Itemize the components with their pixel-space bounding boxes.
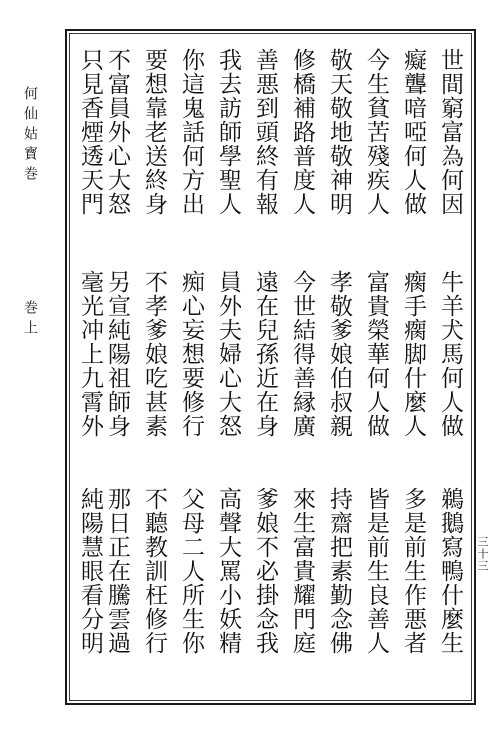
text-column-7-bottom: 高聲大罵小妖精	[215, 487, 241, 655]
text-column-9-middle: 不孝爹娘吃甚素	[141, 270, 167, 438]
page-number: 三十三	[476, 536, 489, 572]
text-column-6-bottom: 爹娘不必掛念我	[252, 487, 278, 655]
text-column-6-middle: 遠在兒孫近在身	[252, 270, 278, 438]
text-column-8-top: 你這鬼話何方出	[178, 48, 204, 216]
text-column-3-top: 今生貧苦殘疾人	[363, 48, 389, 216]
text-column-8-bottom: 父母二人所生你	[178, 487, 204, 655]
text-column-5-middle: 今世結得善縁廣	[289, 270, 315, 438]
text-column-7-top: 我去訪師學聖人	[215, 48, 241, 216]
text-column-6-top: 善悪到頭終有報	[252, 48, 278, 216]
text-column-2-bottom: 多是前生作悪者	[400, 487, 426, 655]
text-column-4-bottom: 持齋把素勤念佛	[326, 487, 352, 655]
volume-label: 巻上	[22, 300, 38, 340]
text-column-4-top: 敬天敬地敬神明	[326, 48, 352, 216]
text-column-2-middle: 瘸手瘸脚什麼人	[400, 270, 426, 438]
text-column-1-top: 世間窮富為何因	[437, 48, 463, 216]
text-column-1-middle: 牛羊犬馬何人做	[437, 270, 463, 438]
text-column-11-middle: 毫光冲上九霄外	[77, 270, 103, 438]
text-column-2-top: 癡聾喑啞何人做	[400, 48, 426, 216]
text-column-4-middle: 孝敬爹娘伯叔親	[326, 270, 352, 438]
text-column-10-middle: 另宣純陽祖師身	[104, 270, 130, 438]
text-column-10-bottom: 那日正在騰雲過	[104, 487, 130, 655]
text-column-11-bottom: 純陽慧眼看分明	[77, 487, 103, 655]
text-column-11-top: 只見香煙透天門	[77, 48, 103, 216]
book-title: 何仙姑寳巻	[22, 86, 38, 186]
text-column-9-top: 要想靠老送終身	[141, 48, 167, 216]
text-column-9-bottom: 不聽教訓枉修行	[141, 487, 167, 655]
text-column-5-top: 修橋補路普度人	[289, 48, 315, 216]
text-column-3-bottom: 皆是前生良善人	[363, 487, 389, 655]
text-column-1-bottom: 鵜鵝寫鴨什麼生	[437, 487, 463, 655]
text-column-7-middle: 員外夫婦心大怒	[215, 270, 241, 438]
text-column-10-top: 不富員外心大怒	[104, 48, 130, 216]
text-column-8-middle: 痴心妄想要修行	[178, 270, 204, 438]
text-column-5-bottom: 來生富貴耀門庭	[289, 487, 315, 655]
text-column-3-middle: 富貴榮華何人做	[363, 270, 389, 438]
